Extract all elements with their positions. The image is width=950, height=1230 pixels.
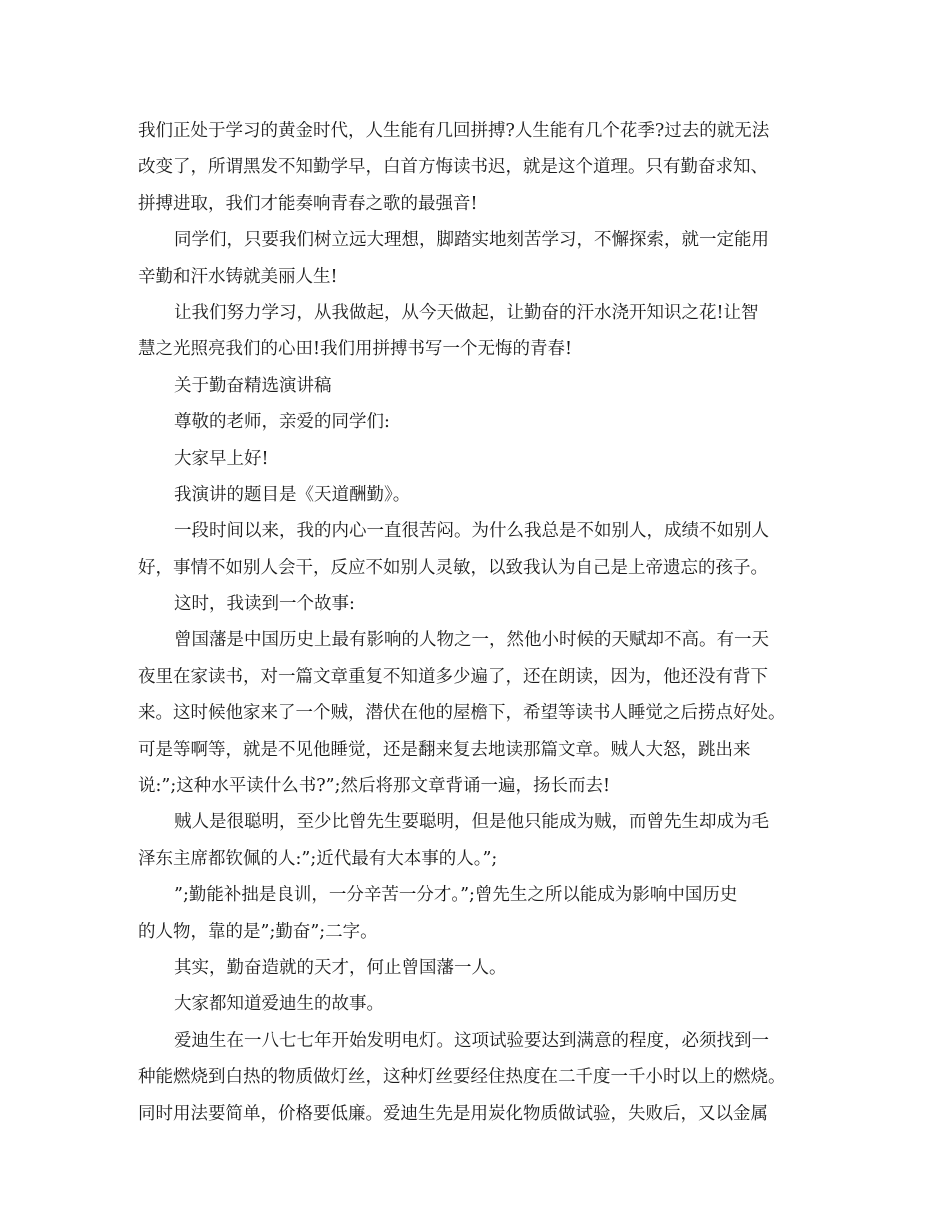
text-line: 改变了，所谓黑发不知勤学早，白首方悔读书迟，就是这个道理。只有勤奋求知、 bbox=[138, 157, 768, 178]
text-line: 让我们努力学习，从我做起，从今天做起，让勤奋的汗水浇开知识之花!让智 bbox=[174, 302, 759, 323]
text-line: ”;勤能补拙是良训，一分辛苦一分才。”;曾先生之所以能成为影响中国历史 bbox=[174, 885, 738, 906]
text-line: 爱迪生在一八七七年开始发明电灯。这项试验要达到满意的程度，必须找到一 bbox=[174, 1030, 769, 1051]
text-line: 同时用法要简单，价格要低廉。爱迪生先是用炭化物质做试验，失败后，又以金属 bbox=[138, 1103, 768, 1124]
text-line: 来。这时候他家来了一个贼，潜伏在他的屋檐下，希望等读书人睡觉之后捞点好处。 bbox=[138, 703, 786, 724]
text-line: 好，事情不如别人会干，反应不如别人灵敏，以致我认为自己是上帝遗忘的孩子。 bbox=[138, 557, 768, 578]
document-body bbox=[138, 113, 820, 1132]
text-line: 泽东主席都钦佩的人:”;近代最有大本事的人。”; bbox=[138, 848, 498, 869]
section-heading: 关于勤奋精选演讲稿 bbox=[174, 375, 332, 396]
text-line: 辛勤和汗水铸就美丽人生! bbox=[138, 266, 338, 287]
text-line: 这时，我读到一个故事: bbox=[174, 594, 355, 615]
text-line: 大家都知道爱迪生的故事。 bbox=[174, 994, 384, 1015]
text-line: 夜里在家读书，对一篇文章重复不知道多少遍了，还在朗读，因为，他还没有背下 bbox=[138, 666, 768, 687]
text-line: 其实，勤奋造就的天才，何止曾国藩一人。 bbox=[174, 957, 507, 978]
text-line: 慧之光照亮我们的心田!我们用拼搏书写一个无悔的青春! bbox=[138, 339, 573, 360]
text-line: 同学们，只要我们树立远大理想，脚踏实地刻苦学习，不懈探索，就一定能用 bbox=[174, 230, 769, 251]
text-line: 我们正处于学习的黄金时代，人生能有几回拼搏?人生能有几个花季?过去的就无法 bbox=[138, 121, 770, 141]
text-line: 曾国藩是中国历史上最有影响的人物之一，然他小时候的天赋却不高。有一天 bbox=[174, 630, 769, 651]
text-line: 一段时间以来，我的内心一直很苦闷。为什么我总是不如别人，成绩不如别人 bbox=[174, 521, 769, 542]
text-line: 拼搏进取，我们才能奏响青春之歌的最强音! bbox=[138, 193, 478, 214]
text-line: 种能燃烧到白热的物质做灯丝，这种灯丝要经住热度在二千度一千小时以上的燃烧。 bbox=[138, 1067, 786, 1088]
greeting: 大家早上好! bbox=[174, 448, 269, 469]
text-line: 可是等啊等，就是不见他睡觉，还是翻来复去地读那篇文章。贼人大怒，跳出来 bbox=[138, 739, 751, 760]
text-line: 说:”;这种水平读什么书?”;然后将那文章背诵一遍，扬长而去! bbox=[138, 776, 610, 797]
speech-title-line: 我演讲的题目是《天道酬勤》。 bbox=[174, 484, 411, 505]
text-line: 的人物，靠的是”;勤奋”;二字。 bbox=[138, 921, 378, 942]
salutation: 尊敬的老师，亲爱的同学们: bbox=[174, 412, 390, 433]
text-line: 贼人是很聪明，至少比曾先生要聪明，但是他只能成为贼，而曾先生却成为毛 bbox=[174, 812, 769, 833]
